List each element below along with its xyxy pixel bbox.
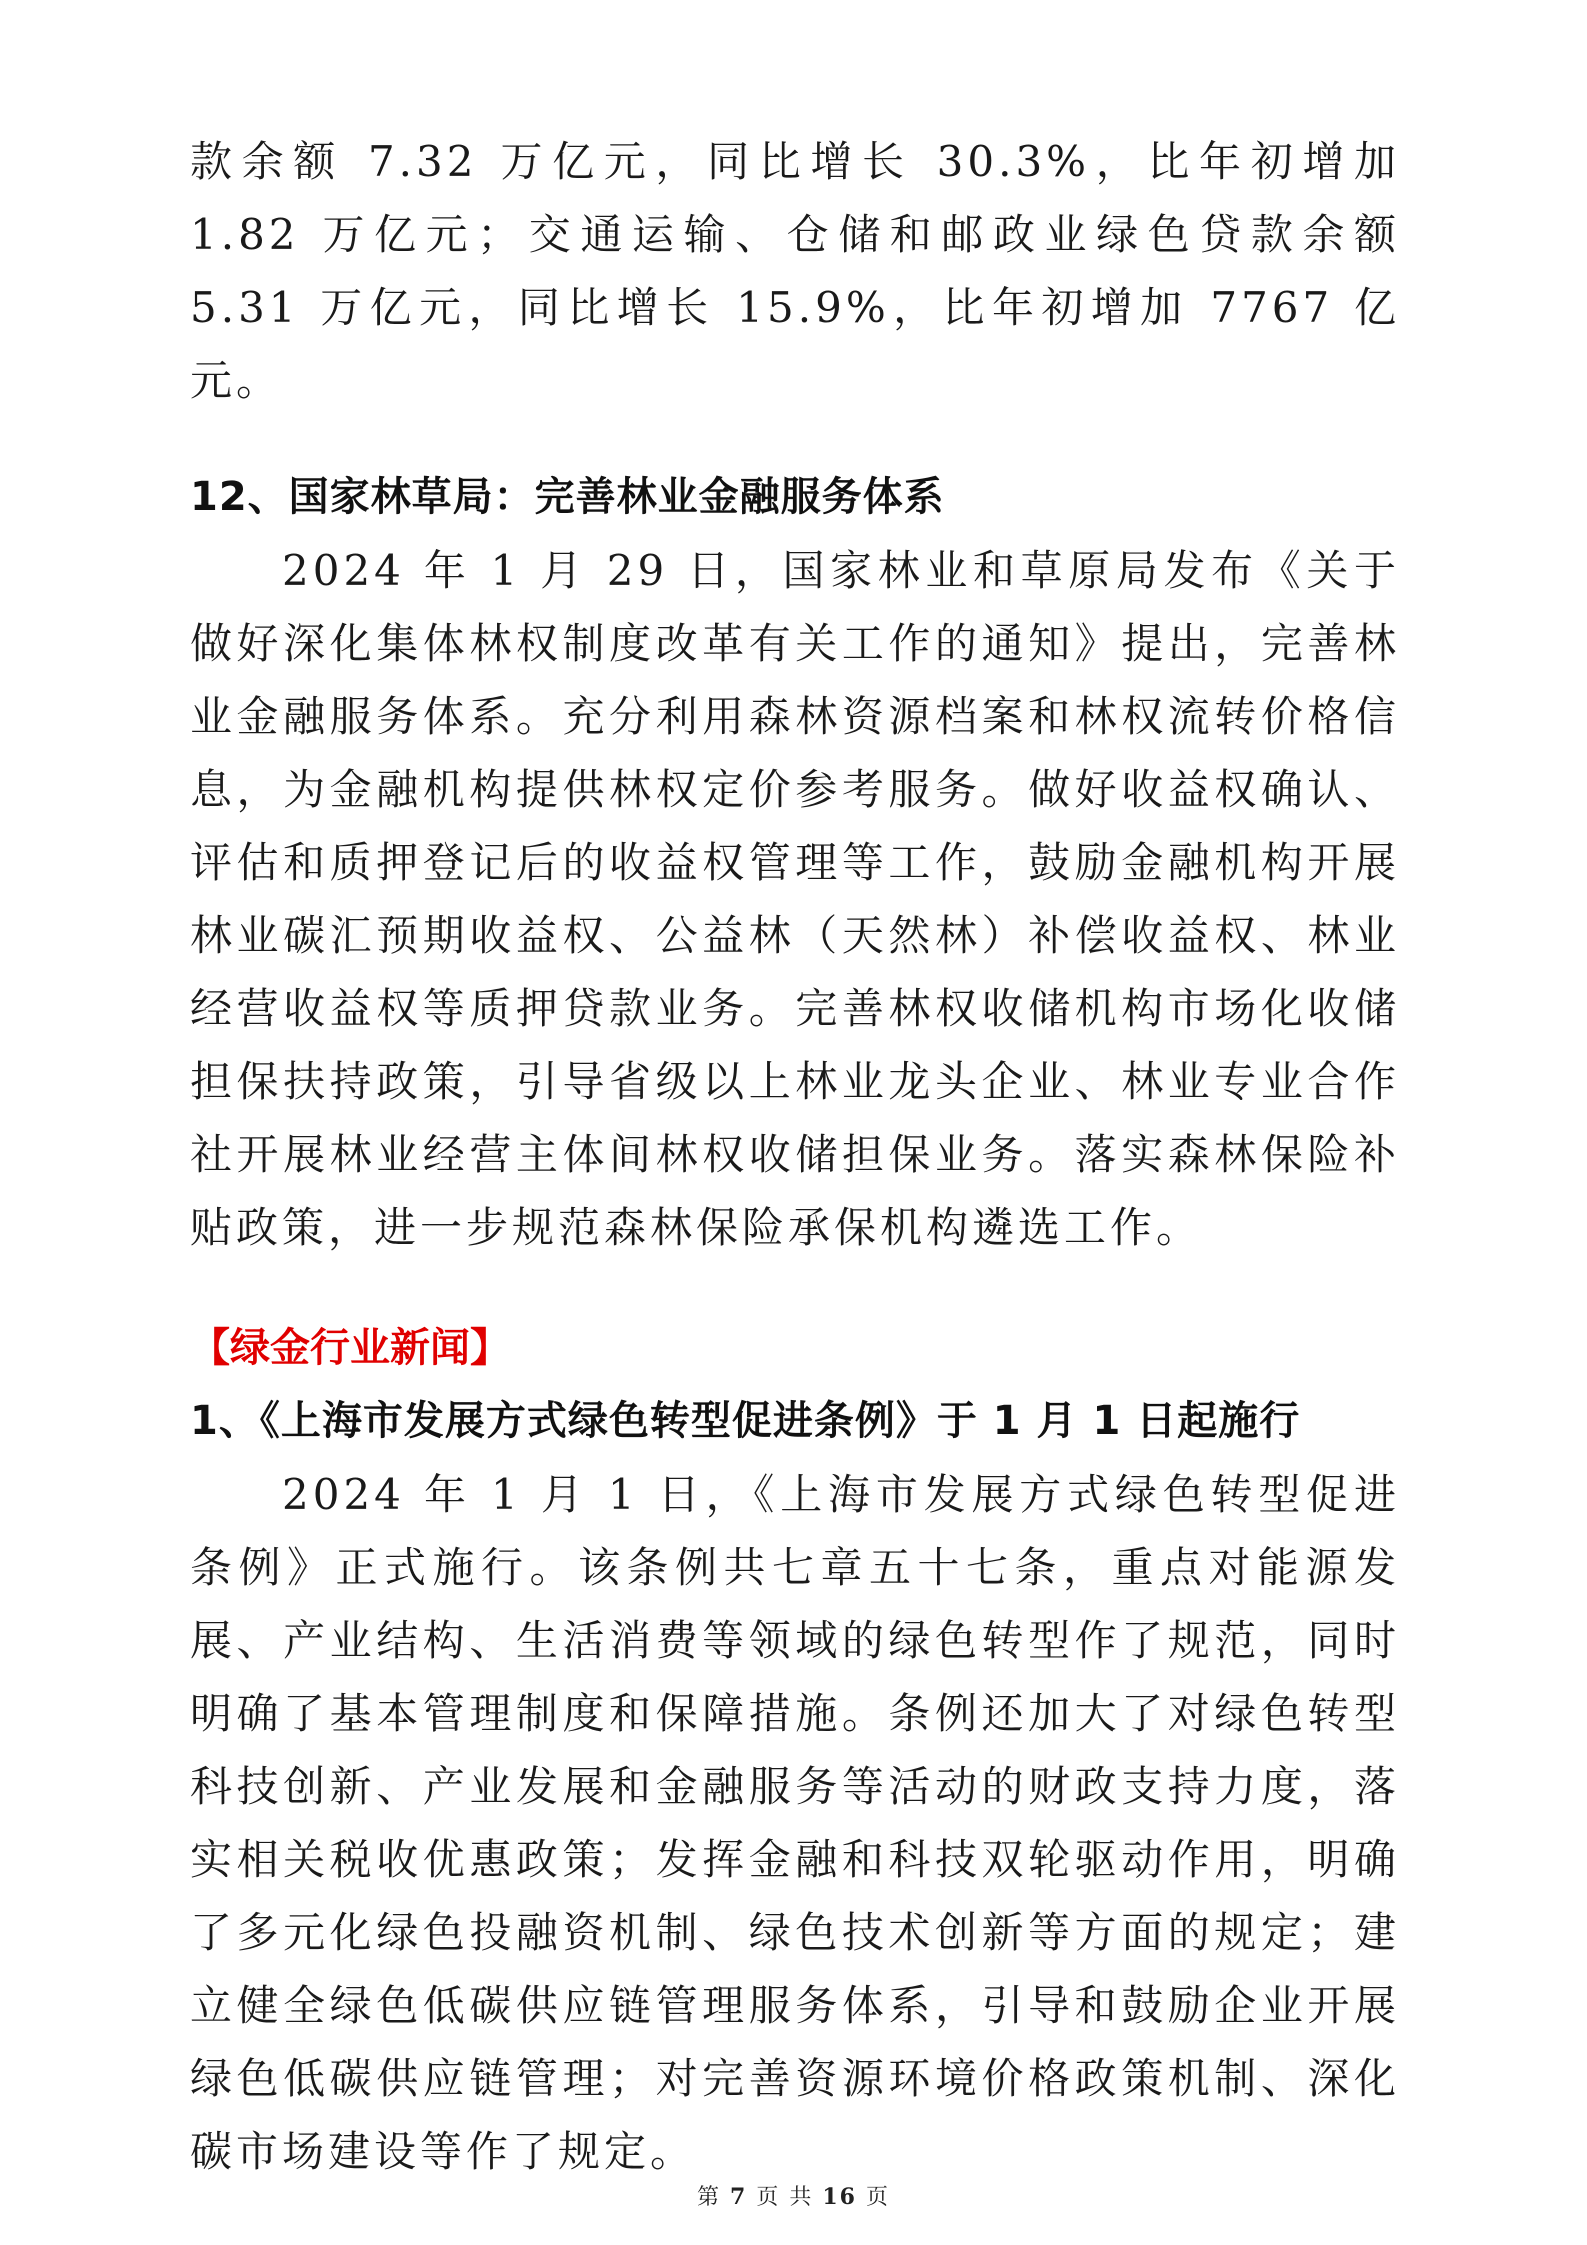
page-footer [0,2180,1587,2211]
news-section-title: 【绿金行业新闻】 [190,1325,510,1371]
document-page [190,125,1400,2188]
footer-middle: 页 共 [756,2185,814,2210]
item12-body: 2024 年 1 月 29 日，国家林业和草原局发布《关于做好深化集体林权制度改革有关工作的通知》提出，完善林业金融服务体系。充分利用森林资源档案和林权流转价格信息，为金融机构提供林权定价参考服务。做好收益权确认、评估和质押登记后的收益权管理等工作，鼓励金融机构开展林业碳汇预期收益权、公益林（天然林）补偿收益权、林业经营收益权等质押贷款业务。完善林权收储机构市场化收储担保扶持政策，引导省级以上林业龙头企业、林业专业合作社开展林业经营主体间林权收储担保业务。落实森林保险补贴政策，进一步规范森林保险承保机构遴选工作。 [190,546,1400,1252]
intro-paragraph: 款余额 7.32 万亿元，同比增长 30.3%，比年初增加 1.82 万亿元；交通运输、仓储和邮政业绿色贷款余额 5.31 万亿元，同比增长 15.9%，比年初增加 7767 亿元。 [190,137,1400,405]
news-item1-heading: 1、《上海市发展方式绿色转型促进条例》于 1 月 1 日起施行 [190,1398,1301,1444]
spacer [190,417,1400,461]
footer-total-pages: 16 [822,2184,857,2210]
spacer [190,1264,1400,1312]
footer-prefix: 第 [697,2185,722,2210]
footer-suffix: 页 [865,2185,890,2210]
news-item1-body: 2024 年 1 月 1 日，《上海市发展方式绿色转型促进条例》正式施行。该条例共七章五十七条，重点对能源发展、产业结构、生活消费等领域的绿色转型作了规范，同时明确了基本管理制度和保障措施。条例还加大了对绿色转型科技创新、产业发展和金融服务等活动的财政支持力度，落实相关税收优惠政策；发挥金融和科技双轮驱动作用，明确了多元化绿色投融资机制、绿色技术创新等方面的规定；建立健全绿色低碳供应链管理服务体系，引导和鼓励企业开展绿色低碳供应链管理；对完善资源环境价格政策机制、深化碳市场建设等作了规定。 [190,1470,1400,2176]
item12-heading: 12、国家林草局：完善林业金融服务体系 [190,474,945,520]
footer-current-page: 7 [730,2184,748,2210]
